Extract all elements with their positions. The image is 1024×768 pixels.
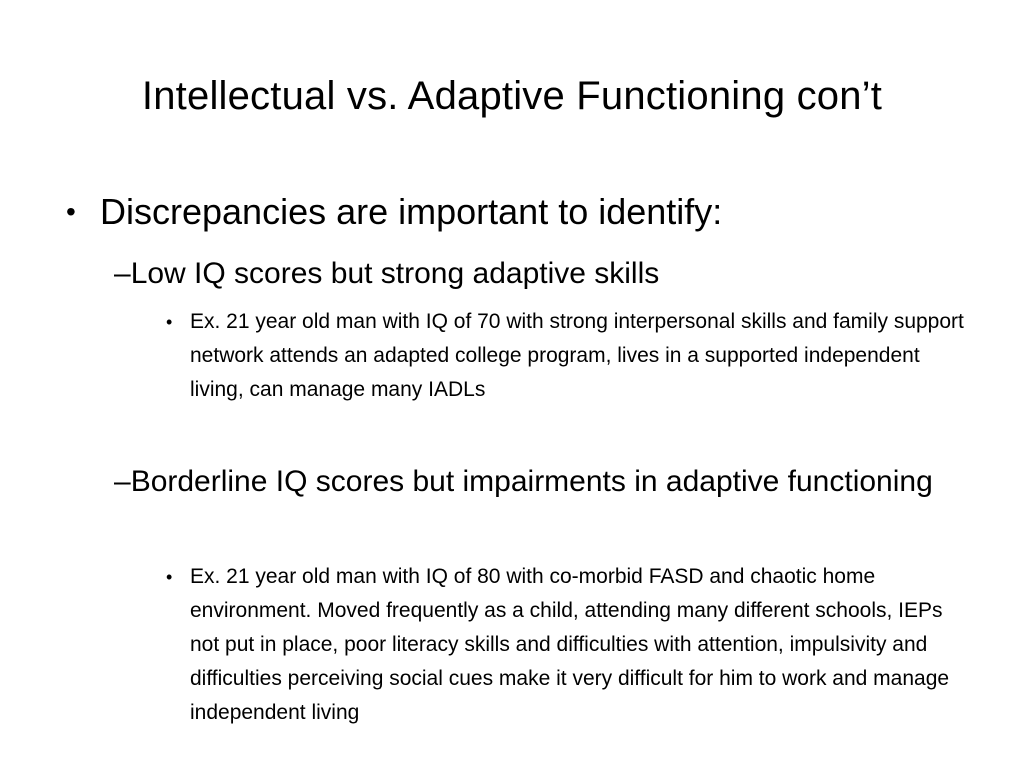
bullet-marker: • (166, 567, 173, 587)
bullet-marker: • (166, 312, 173, 332)
bullet-marker: • (66, 196, 76, 227)
sub-point-borderline-iq (114, 460, 964, 504)
sub-point-text: Low IQ scores but strong adaptive skills (130, 257, 660, 290)
example-low-iq (166, 305, 966, 415)
slide-title: Intellectual vs. Adaptive Functioning con’t (141, 74, 883, 118)
sub-point-low-iq (114, 252, 964, 296)
dash-marker: – (114, 465, 131, 498)
example-text: Ex. 21 year old man with IQ of 70 with strong interpersonal skills and family support network attends an adapted college program, lives in a supported independent living, can manage many IADLs (190, 310, 964, 401)
example-borderline-iq (166, 560, 966, 760)
example-text: Ex. 21 year old man with IQ of 80 with co-morbid FASD and chaotic home environment. Moved frequently as a child, attending many different schools, IEPs not put in place, poor literacy skills and difficulties with attention, impulsivity and difficulties perceiving social cues make it very difficult for him to work and manage independent living (190, 565, 950, 724)
sub-point-text: Borderline IQ scores but impairments in adaptive functioning (130, 465, 933, 498)
dash-marker: – (114, 257, 131, 290)
main-bullet-text: Discrepancies are important to identify: (100, 191, 723, 232)
